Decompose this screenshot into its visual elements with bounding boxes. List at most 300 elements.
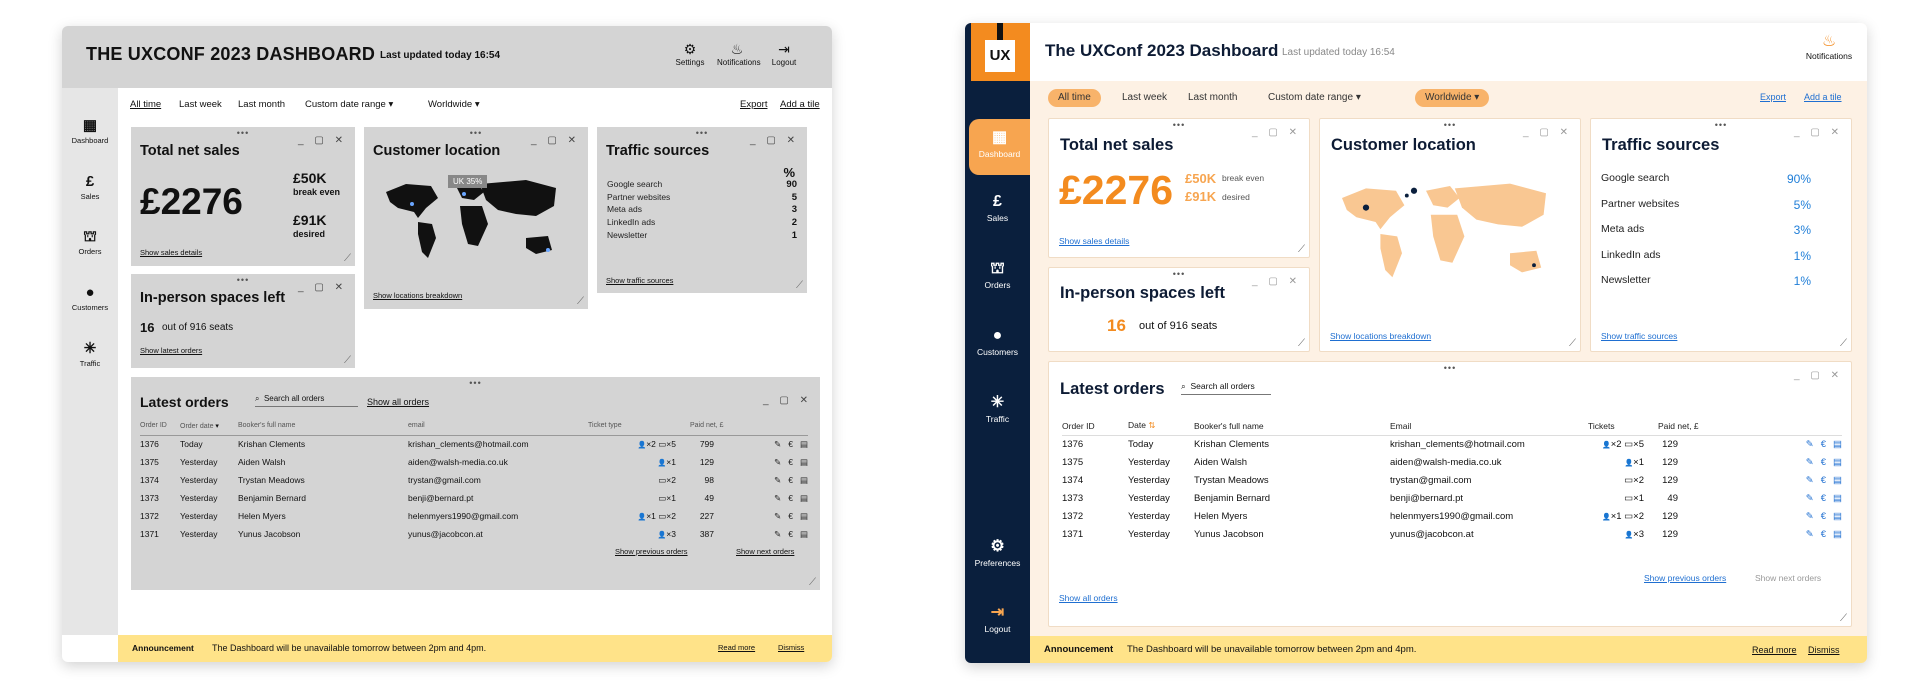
cell-actions [742,489,808,507]
announcement-text: The Dashboard will be unavailable tomorrow between 2pm and 4pm. [1127,644,1417,655]
traffic-tile [1590,118,1852,352]
invoice-icon[interactable]: ▤ [1833,474,1842,486]
header-email[interactable]: email [408,417,588,435]
sales-tile: ••• _ ▢ ✕ Total net sales £2276 £50K break even £91K desired Show sales details ⟋ [131,127,355,266]
cell-date: Yesterday [180,457,218,467]
cell-actions [1718,453,1842,471]
wireframe-dashboard [62,26,832,662]
invoice-icon[interactable]: ▤ [1833,528,1842,540]
sales-tile: ••• _ ▢ ✕ Total net sales £2276 £50K break even £91K desired Show sales details ⟋ [1048,118,1310,258]
basket-icon: ⛫ [83,228,97,245]
edit-icon[interactable]: ✎ [774,528,782,539]
filter-all-time[interactable]: All time [1048,89,1101,107]
filter-all-time[interactable]: All time [130,99,162,110]
show-all-orders-link[interactable]: Show all orders [1059,593,1118,603]
traffic-row [1601,198,1811,210]
invoice-icon[interactable]: ▤ [799,510,808,521]
tile-controls[interactable]: _ ▢ ✕ [298,282,347,293]
cell-id: 1376 [140,439,159,450]
cell-actions [1718,435,1842,453]
traffic-source-value: 2 [791,217,797,229]
laptop-ticket-icon: ▭ [658,438,667,449]
in-person-count: ×2 [646,438,656,449]
euro-icon[interactable]: € [788,438,793,449]
filter-last-month[interactable]: Last month [238,99,285,110]
cell-name: Yunus Jacobson [1194,528,1264,540]
sales-value: £2276 [1059,167,1174,213]
traffic-source-value: 1% [1793,274,1811,288]
cell-email: yunus@jacobcon.at [1390,528,1474,540]
table-row[interactable] [140,471,808,489]
invoice-icon[interactable]: ▤ [1833,492,1842,504]
traffic-tile: ••• _ ▢ ✕ Traffic sources % Google search 90 Partner websites 5 Meta ads 3 LinkedIn ads 2 Newsletter 1 Show traffic sources ⟋ [597,127,807,293]
grid-icon: ▦ [82,117,98,134]
euro-icon[interactable]: € [788,456,793,467]
search-input[interactable]: ⌕ Search all orders [1181,381,1271,395]
table-row[interactable] [1062,507,1842,525]
cell-paid: 227 [699,511,714,521]
header-tickets[interactable]: Tickets [1588,417,1658,435]
traffic-source-value: 3% [1793,223,1811,237]
person-ticket-icon: 👤 [657,532,667,539]
tile-title: Total net sales [140,143,240,159]
cell-email: krishan_clements@hotmail.com [1390,438,1525,450]
cell-actions [742,471,808,489]
traffic-row [1601,172,1811,184]
cell-actions [1718,471,1842,489]
page-title: The UXConf 2023 Dashboard [1045,41,1279,60]
orders-tile [1048,361,1852,627]
sidebar-item-traffic[interactable]: ✳ Traffic [62,339,118,368]
tile-title: Latest orders [1060,380,1165,398]
cell-actions [1718,507,1842,525]
sidebar-item-dashboard[interactable]: ▦ Dashboard [969,119,1030,175]
search-input[interactable]: ⌕ Search all orders [255,394,358,407]
cell-actions [742,453,808,471]
network-icon: ✳ [83,340,97,357]
header-tickets[interactable]: Ticket type [588,417,690,435]
person-ticket-icon: 👤 [1601,441,1611,449]
in-person-count: ×3 [1633,528,1644,540]
drag-handle[interactable]: ••• [1172,120,1186,130]
resize-handle[interactable]: ⟋ [577,296,584,307]
invoice-icon[interactable]: ▤ [799,438,808,449]
laptop-ticket-icon: ▭ [658,492,667,503]
drag-handle[interactable]: ••• [695,128,709,138]
cell-tickets [588,507,690,525]
edit-icon[interactable]: ✎ [774,510,782,521]
cell-name: Krishan Clements [1194,438,1269,450]
cell-date: Yesterday [180,493,218,503]
basket-icon: ⛫ [990,260,1005,277]
invoice-icon[interactable]: ▤ [1833,456,1842,468]
tile-controls[interactable]: _ ▢ ✕ [1523,127,1572,138]
tile-controls[interactable]: _ ▢ ✕ [1794,370,1843,381]
cell-name: Trystan Meadows [238,475,305,485]
drag-handle[interactable]: ••• [1443,120,1457,130]
pound-icon: £ [85,173,95,190]
cell-id: 1376 [1062,438,1084,450]
filter-bar [1048,89,1858,111]
next-orders-link[interactable]: Show next orders [736,547,795,556]
cell-date: Today [180,439,203,450]
resize-handle[interactable]: ⟋ [809,577,816,588]
cell-name: Aiden Walsh [1194,456,1247,468]
show-all-orders-link[interactable]: Show all orders [367,397,430,407]
filter-custom-range[interactable]: Custom date range ▾ [1268,92,1361,103]
euro-icon[interactable]: € [1820,438,1827,450]
header-date[interactable]: Date ⇅ [1128,417,1194,435]
cell-email: benji@bernard.pt [1390,492,1464,504]
cell-email: helenmyers1990@gmail.com [408,511,519,521]
table-header-row [140,417,808,435]
traffic-source-label: LinkedIn ads [607,217,656,228]
traffic-source-value: 5 [791,191,797,203]
traffic-source-value: 1 [791,229,797,241]
invoice-icon[interactable]: ▤ [799,456,808,467]
cell-paid: 129 [699,457,714,467]
drag-handle[interactable]: ••• [236,275,250,285]
edit-icon[interactable]: ✎ [1805,438,1814,450]
online-count: ×1 [1633,492,1644,504]
cell-actions [742,507,808,525]
announcement-bar: Announcement The Dashboard will be unavailable tomorrow between 2pm and 4pm. Read more Dismiss [1030,636,1867,663]
cell-tickets [1588,507,1658,525]
header-name[interactable]: Booker's full name [1194,417,1390,435]
chevron-down-icon: ▾ [1474,92,1480,103]
settings-button[interactable]: ⚙ Settings [670,40,710,67]
resize-handle[interactable]: ⟋ [1569,338,1576,349]
traffic-source-value: 3 [791,204,797,216]
header-name[interactable]: Booker's full name [238,417,408,435]
online-count: ×2 [666,510,676,521]
euro-icon[interactable]: € [788,528,793,539]
table-row[interactable] [140,489,808,507]
sort-icon: ⇅ [1145,420,1156,431]
dismiss-link[interactable]: Dismiss [778,643,805,652]
euro-icon[interactable]: € [1820,492,1827,504]
logout-button[interactable]: ⇥ Logout [764,40,804,67]
cell-tickets [1588,489,1658,507]
in-person-count: ×2 [1610,438,1622,450]
euro-icon[interactable]: € [788,510,793,521]
table-row[interactable] [1062,525,1842,543]
traffic-source-value: 90% [1786,172,1811,186]
person-ticket-icon: 👤 [657,460,667,467]
resize-handle[interactable]: ⟋ [344,253,351,264]
header-paid[interactable]: Paid net, £ [1658,417,1718,435]
laptop-ticket-icon: ▭ [1624,438,1634,450]
traffic-source-label: Meta ads [607,204,642,215]
cell-paid: 129 [1662,438,1678,450]
cell-email: krishan_clements@hotmail.com [408,439,529,450]
table-row[interactable] [140,435,808,453]
table-row[interactable] [140,507,808,525]
cell-email: yunus@jacobcon.at [408,529,483,539]
online-count: ×2 [1633,510,1644,522]
cell-tickets [588,471,690,489]
polished-dashboard [965,23,1867,663]
cell-date: Today [1128,438,1154,450]
cell-actions [742,435,808,453]
traffic-source-label: Newsletter [607,229,648,240]
cell-tickets [588,435,690,453]
show-sales-details-link[interactable]: Show sales details [1059,236,1130,246]
in-person-count: ×1 [1610,510,1622,522]
invoice-icon[interactable]: ▤ [799,528,808,539]
header-paid[interactable]: Paid net, £ [690,417,742,435]
tile-controls[interactable]: _ ▢ ✕ [531,135,580,146]
filter-last-week[interactable]: Last week [179,99,222,110]
online-count: ×2 [1633,474,1644,486]
in-person-count: ×1 [666,457,676,467]
filter-region[interactable]: Worldwide ▾ [428,99,480,110]
tile-controls[interactable]: _ ▢ ✕ [1252,276,1301,287]
orders-table [140,417,808,543]
sales-value: £2276 [140,181,243,222]
table-row[interactable] [1062,453,1842,471]
traffic-row [607,192,797,202]
sidebar [965,23,1030,663]
edit-icon[interactable]: ✎ [1805,474,1814,486]
euro-icon[interactable]: € [1820,510,1827,522]
drag-handle[interactable]: ••• [469,128,483,138]
logout-button[interactable]: ⇥ Logout [965,602,1030,634]
preferences-button[interactable]: ⚙ Preferences [965,536,1030,568]
cell-paid: 129 [1662,474,1678,486]
cell-paid: 129 [1662,510,1678,522]
person-icon: ● [85,284,95,301]
drag-handle[interactable]: ••• [1172,269,1186,279]
online-count: ×2 [666,474,676,485]
person-icon: ● [992,327,1003,344]
cell-date: Yesterday [1128,510,1170,522]
cell-paid: 387 [699,529,714,539]
edit-icon[interactable]: ✎ [1805,528,1814,540]
cell-email: aiden@walsh-media.co.uk [408,457,508,467]
header [62,26,832,88]
invoice-icon[interactable]: ▤ [1833,510,1842,522]
header-actions [1718,417,1842,435]
table-header-row [1062,417,1842,435]
add-tile-link[interactable]: Add a tile [780,99,820,110]
cell-email: trystan@gmail.com [408,475,481,485]
tile-controls[interactable]: _ ▢ ✕ [298,135,347,146]
cell-tickets [588,453,690,471]
location-tile [1319,118,1581,352]
edit-icon[interactable]: ✎ [1805,456,1814,468]
notifications-button[interactable]: ♨ Notifications [717,41,761,67]
laptop-ticket-icon: ▭ [658,474,667,485]
cell-id: 1373 [1062,492,1084,504]
cell-tickets [588,525,690,543]
gear-icon: ⚙ [990,538,1005,555]
edit-icon[interactable]: ✎ [774,492,782,503]
tile-controls[interactable]: _ ▢ ✕ [750,135,799,146]
in-person-count: ×1 [646,510,656,521]
sidebar [62,88,118,635]
cell-paid: 129 [1662,456,1678,468]
edit-icon[interactable]: ✎ [774,456,782,467]
person-ticket-icon: 👤 [637,441,647,449]
read-more-link[interactable]: Read more [718,643,756,652]
orders-tile [131,377,820,590]
cell-tickets [1588,471,1658,489]
spaces-tile: ••• _ ▢ ✕ In-person spaces left 16 out of 916 seats Show latest orders ⟋ [131,274,355,368]
dismiss-link[interactable]: Dismiss [1808,645,1840,655]
resize-handle[interactable]: ⟋ [1840,338,1847,349]
tile-title: Customer location [373,143,501,159]
search-icon: ⌕ [1181,381,1186,391]
edit-icon[interactable]: ✎ [1805,510,1814,522]
tile-controls[interactable]: _ ▢ ✕ [763,395,812,406]
edit-icon[interactable]: ✎ [1805,492,1814,504]
drag-handle[interactable]: ••• [1443,363,1457,373]
show-locations-link[interactable]: Show locations breakdown [1330,331,1432,341]
sidebar-item-sales[interactable]: £ Sales [965,191,1030,223]
gear-icon: ⚙ [683,41,697,57]
traffic-source-label: Google search [607,179,663,189]
previous-orders-link[interactable]: Show previous orders [615,547,688,556]
table-row[interactable] [140,525,808,543]
show-sales-details-link[interactable]: Show sales details [140,248,203,257]
show-traffic-link[interactable]: Show traffic sources [1601,331,1678,341]
cell-id: 1371 [1062,528,1084,540]
cell-date: Yesterday [1128,528,1170,540]
invoice-icon[interactable]: ▤ [799,492,808,503]
world-map[interactable] [1330,174,1570,294]
read-more-link[interactable]: Read more [1752,645,1797,655]
filter-last-week[interactable]: Last week [1122,92,1168,103]
header-date[interactable]: Order date ▾ [180,417,238,435]
cell-date: Yesterday [180,529,218,539]
spaces-tile: ••• _ ▢ ✕ In-person spaces left 16 out of 916 seats ⟋ [1048,267,1310,352]
sidebar-item-dashboard[interactable]: ▦ Dashboard [62,116,118,145]
traffic-row [607,179,797,189]
laptop-ticket-icon: ▭ [1624,474,1634,486]
cell-name: Krishan Clements [238,439,306,450]
last-updated: Last updated today 16:54 [1282,47,1395,58]
bell-icon: ♨ [730,41,744,57]
location-tile [364,127,588,309]
cell-actions [1718,489,1842,507]
tile-title: In-person spaces left [140,290,286,306]
drag-handle[interactable]: ••• [469,378,482,388]
pound-icon: £ [993,193,1002,210]
filter-custom-range[interactable]: Custom date range ▾ [305,99,394,110]
cell-paid: 49 [704,493,714,503]
drag-handle[interactable]: ••• [1714,120,1728,130]
euro-icon[interactable]: € [788,492,793,503]
network-icon: ✳ [990,394,1005,411]
resize-handle[interactable]: ⟋ [344,355,351,366]
sidebar-item-traffic[interactable]: ✳ Traffic [965,392,1030,424]
euro-icon[interactable]: € [788,474,793,485]
invoice-icon[interactable]: ▤ [799,474,808,485]
cell-id: 1372 [1062,510,1084,522]
person-ticket-icon: 👤 [1624,531,1634,539]
cell-name: Helen Myers [1194,510,1248,522]
sidebar-item-customers[interactable]: ● Customers [965,325,1030,357]
resize-handle[interactable]: ⟋ [1840,613,1847,624]
table-row[interactable] [140,453,808,471]
traffic-row [1601,249,1811,261]
cell-date: Yesterday [180,511,218,521]
drag-handle[interactable]: ••• [236,128,250,138]
traffic-source-label: LinkedIn ads [1601,248,1661,261]
euro-icon[interactable]: € [1820,528,1827,540]
search-icon: ⌕ [255,394,260,403]
invoice-icon[interactable]: ▤ [1833,438,1842,450]
cell-email: benji@bernard.pt [408,493,474,503]
tile-controls[interactable]: _ ▢ ✕ [1252,127,1301,138]
traffic-source-label: Google search [1601,172,1670,184]
previous-orders-link[interactable]: Show previous orders [1644,573,1727,583]
chevron-down-icon: ▾ [388,99,394,110]
chevron-down-icon: ▾ [474,99,480,110]
euro-icon[interactable]: € [1820,456,1827,468]
page-title: THE UXCONF 2023 DASHBOARD [86,44,376,64]
tile-controls[interactable]: _ ▢ ✕ [1794,127,1843,138]
filter-region[interactable]: Worldwide ▾ [1415,89,1489,107]
cell-name: Trystan Meadows [1194,474,1269,486]
resize-handle[interactable]: ⟋ [796,280,803,291]
export-link[interactable]: Export [1760,92,1787,102]
sidebar-item-customers[interactable]: ● Customers [62,283,118,312]
logo: UX [971,23,1030,81]
header-order-id[interactable]: Order ID [140,417,180,435]
cell-id: 1375 [1062,456,1084,468]
euro-icon[interactable]: € [1820,474,1827,486]
cell-name: Benjamin Bernard [238,493,307,503]
show-locations-link[interactable]: Show locations breakdown [373,291,463,300]
export-link[interactable]: Export [740,99,768,110]
header-order-id[interactable]: Order ID [1062,417,1128,435]
show-traffic-link[interactable]: Show traffic sources [606,276,674,285]
sidebar-item-orders[interactable]: ⛫ Orders [62,227,118,256]
edit-icon[interactable]: ✎ [774,474,782,485]
table-row[interactable] [1062,471,1842,489]
header-email[interactable]: Email [1390,417,1588,435]
cell-email: aiden@walsh-media.co.uk [1390,456,1502,468]
resize-handle[interactable]: ⟋ [1298,338,1305,349]
sidebar-item-sales[interactable]: £ Sales [62,172,118,201]
traffic-row [1601,223,1811,235]
sidebar-item-orders[interactable]: ⛫ Orders [965,258,1030,290]
announcement-bar: Announcement The Dashboard will be unavailable tomorrow between 2pm and 4pm. Read more Dismiss [118,635,832,662]
table-row[interactable] [1062,435,1842,453]
show-latest-orders-link[interactable]: Show latest orders [140,346,203,355]
table-row[interactable] [1062,489,1842,507]
traffic-source-label: Meta ads [1601,223,1645,235]
laptop-ticket-icon: ▭ [658,510,667,521]
map-tooltip: UK 35% [448,175,487,188]
cell-date: Yesterday [1128,456,1170,468]
cell-tickets [588,489,690,507]
edit-icon[interactable]: ✎ [774,438,782,449]
cell-name: Benjamin Bernard [1194,492,1271,504]
online-count: ×5 [666,438,676,449]
add-tile-link[interactable]: Add a tile [1804,92,1842,102]
traffic-source-value: 5% [1793,197,1811,212]
filter-last-month[interactable]: Last month [1188,92,1238,103]
cell-tickets [1588,435,1658,453]
cell-email: trystan@gmail.com [1390,474,1472,486]
cell-date: Yesterday [1128,474,1170,486]
resize-handle[interactable]: ⟋ [1298,244,1305,255]
person-ticket-icon: 👤 [1624,459,1634,467]
notifications-button[interactable]: ♨ Notifications [1801,31,1857,61]
